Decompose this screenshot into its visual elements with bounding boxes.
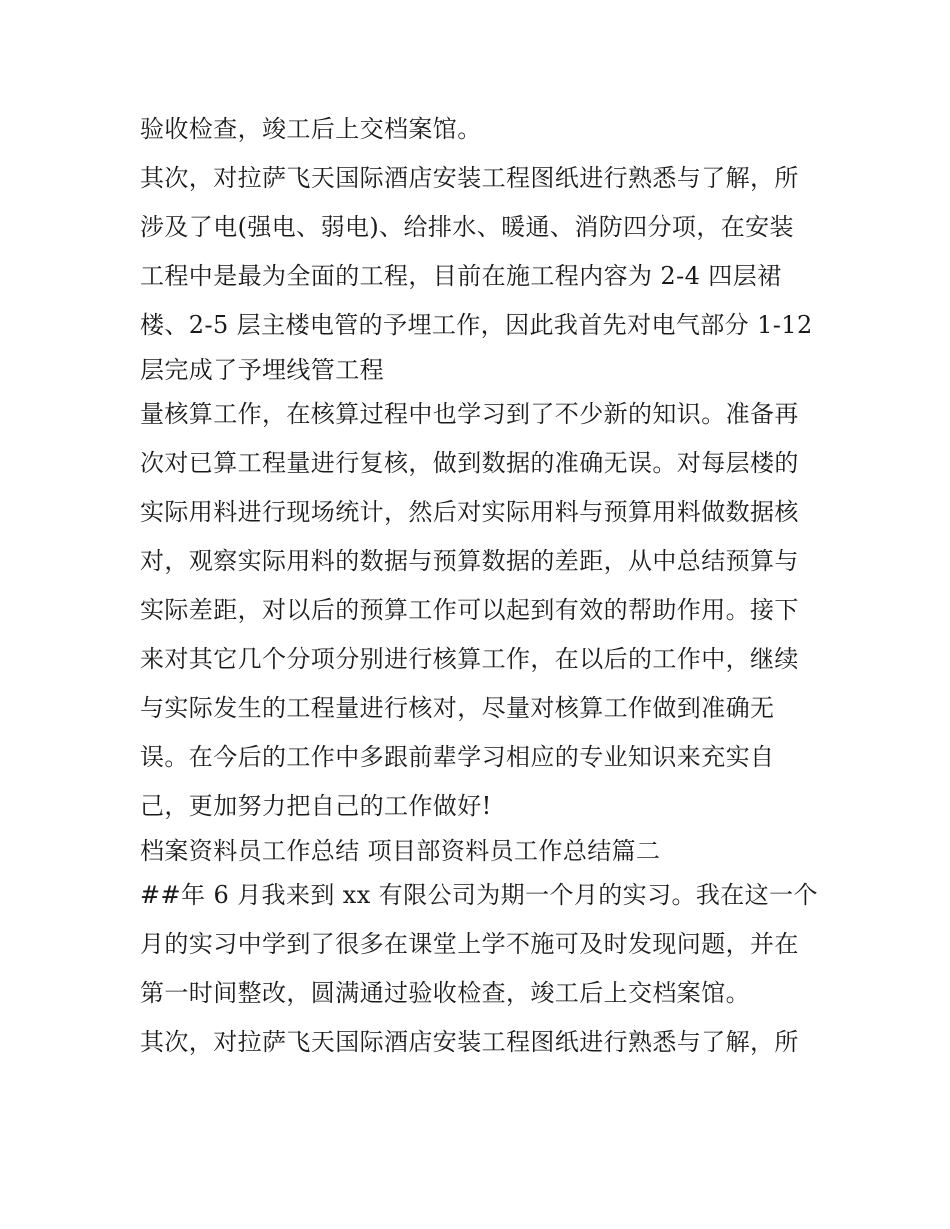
- text-line: 涉及了电(强电、弱电)、给排水、暖通、消防四分项，在安装: [140, 213, 794, 241]
- text-line: 其次，对拉萨飞天国际酒店安装工程图纸进行熟悉与了解，所: [140, 164, 799, 192]
- text-line: 工程中是最为全面的工程，目前在施工程内容为 2-4 四层裙: [140, 262, 782, 290]
- text-line: 层完成了予埋线管工程: [140, 356, 384, 384]
- text-line: 对，观察实际用料的数据与预算数据的差距，从中总结预算与: [140, 547, 799, 575]
- text-line: 验收检查，竣工后上交档案馆。: [140, 115, 482, 143]
- text-line: ##年 6 月我来到 xx 有限公司为期一个月的实习。我在这一个: [140, 881, 818, 909]
- text-line: 量核算工作，在核算过程中也学习到了不少新的知识。准备再: [140, 400, 799, 428]
- text-line: 楼、2-5 层主楼电管的予埋工作，因此我首先对电气部分 1-12: [140, 311, 813, 339]
- text-line: 来对其它几个分项分别进行核算工作，在以后的工作中，继续: [140, 645, 799, 673]
- text-line: 月的实习中学到了很多在课堂上学不施可及时发现问题，并在: [140, 930, 799, 958]
- text-line: 次对已算工程量进行复核，做到数据的准确无误。对每层楼的: [140, 449, 799, 477]
- text-line: 己，更加努力把自己的工作做好!: [140, 792, 492, 820]
- text-line: 实际差距，对以后的预算工作可以起到有效的帮助作用。接下: [140, 596, 799, 624]
- text-line: 其次，对拉萨飞天国际酒店安装工程图纸进行熟悉与了解，所: [140, 1028, 799, 1056]
- text-line: 第一时间整改，圆满通过验收检查，竣工后上交档案馆。: [140, 979, 750, 1007]
- document-body: [140, 105, 830, 1067]
- text-line: 实际用料进行现场统计，然后对实际用料与预算用料做数据核: [140, 498, 799, 526]
- text-line: 与实际发生的工程量进行核对，尽量对核算工作做到准确无: [140, 694, 775, 722]
- section-heading: 档案资料员工作总结 项目部资料员工作总结篇二: [140, 837, 661, 865]
- text-line: 误。在今后的工作中多跟前辈学习相应的专业知识来充实自: [140, 743, 775, 771]
